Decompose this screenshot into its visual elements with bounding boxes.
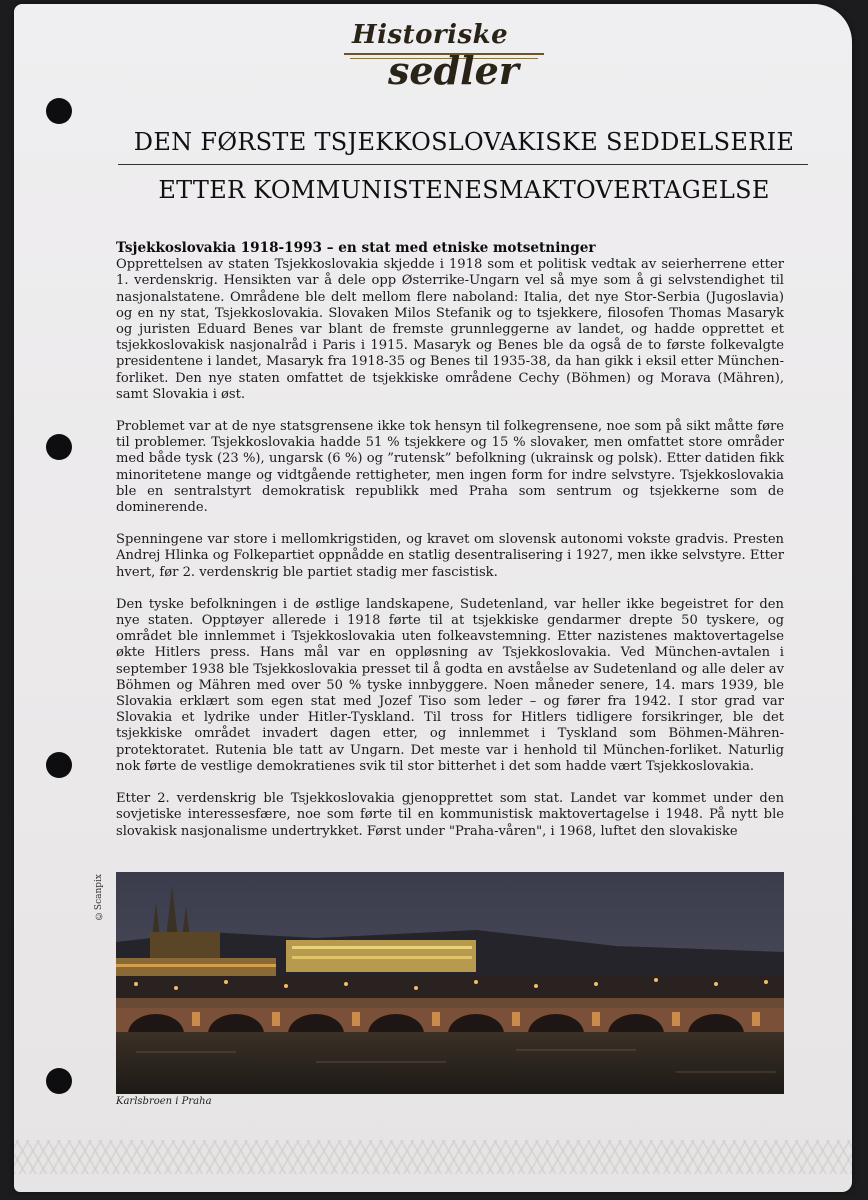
photo-credit: ©Scanpix [94, 874, 104, 921]
photo-caption: Karlsbroen i Praha [116, 1096, 212, 1107]
binder-hole [46, 98, 72, 124]
article-paragraph: Problemet var at de nye statsgrensene ikke tok hensyn til folkegrensene, noe som på sikt måtte føre til problemer. Tsjekkoslovakia hadde 51 % tsjekkere og 15 % slovaker, men omfattet store områder med både tysk (23 %), ungarsk (6 %) og ”rutensk” befolkning (ukrainsk og polsk). Etter datiden fikk minoritetene mange og vidtgående rettigheter, men ingen form for indre selvstyre. Tsjekkoslovakia ble en sentralstyrt demokratisk republikk med Praha som sentrum og tsjekkerne som de dominerende. [116, 419, 784, 516]
decorative-border [14, 1140, 852, 1174]
logo-line1: Historiske [352, 20, 509, 50]
karlsbroen-photo [116, 872, 784, 1094]
article-paragraph: Etter 2. verdenskrig ble Tsjekkoslovakia gjenopprettet som stat. Landet var kommet under den sovjetiske interessesfære, noe som førte til en kommunistisk maktovertagelse i 1948. På nytt ble slovakisk nasjonalisme undertrykket. Først under "Praha-våren", i 1968, luftet den slovakiske [116, 791, 784, 839]
document-page [14, 4, 852, 1192]
article-paragraph: Spenningene var store i mellomkrigstiden, og kravet om slovensk autonomi vokste gradvis. Presten Andrej Hlinka og Folkepartiet oppnådde en statlig desentralisering i 1927, men ikke selvstyre. Etter hvert, før 2. verdenskrig ble partiet stadig mer fascistisk. [116, 532, 784, 580]
binder-hole [46, 752, 72, 778]
article-paragraph: Den tyske befolkningen i de østlige landskapene, Sudetenland, var heller ikke begeistret for den nye staten. Opptøyer allerede i 1918 førte til at tsjekkiske gendarmer drepte 50 tyskere, og området ble innlemmet i Tsjekkoslovakia uten folkeavstemning. Etter nazistenes maktovertagelse økte Hitlers press. Hans mål var en oppløsning av Tsjekkoslovakia. Ved München-avtalen i september 1938 ble Tsjekkoslovakia presset til å godta en avståelse av Sudetenland og alle deler av Böhmen og Mähren med over 50 % tyske innbyggere. Noen måneder senere, 14. mars 1939, ble Slovakia erklært som egen stat med Jozef Tiso som leder – og fører fra 1942. I stor grad var Slovakia et lydrike under Hitler-Tyskland. Til tross for Hitlers tidligere forsikringer, ble det tsjekkiske området invadert dagen etter, og innlemmet i Tyskland som Böhmen-Mähren-protektoratet. Rutenia ble tatt av Ungarn. Det meste var i henhold til München-forliket. Naturlig nok førte de vestlige demokratienes svik til stor bitterhet i det som hadde vært Tsjekkoslovakia. [116, 596, 784, 774]
binder-hole [46, 1068, 72, 1094]
article-paragraph: Opprettelsen av staten Tsjekkoslovakia skjedde i 1918 som et politisk vedtak av seierherrene etter 1. verdenskrig. Hensikten var å dele opp Østerrike-Ungarn vel så mye som å gi selvstendighet til nasjonalstatene. Områdene ble delt mellom flere naboland: Italia, det nye Stor-Serbia (Jugoslavia) og en ny stat, Tsjekkoslovakia. Slovaken Milos Stefanik og to tsjekkere, filosofen Thomas Masaryk og juristen Eduard Benes var blant de fremste grunnleggerne av landet, og hadde opprettet et tsjekkoslovakisk nasjonalråd i Paris i 1915. Masaryk og Benes ble da også de to første folkevalgte presidentene i landet, Masaryk fra 1918-35 og Benes til 1935-38, da han gikk i eksil etter München-forliket. Den nye staten omfattet de tsjekkiske områdene Cechy (Böhmen) og Morava (Mähren), samt Slovakia i øst. [116, 257, 784, 402]
page-title-line2: ETTER KOMMUNISTENESMAKTOVERTAGELSE [158, 176, 770, 204]
historiske-sedler-logo [344, 20, 554, 92]
article-heading: Tsjekkoslovakia 1918-1993 – en stat med etniske motsetninger [116, 240, 596, 256]
prague-night-image [116, 872, 784, 1094]
logo-line2: sedler [388, 48, 519, 93]
binder-hole [46, 434, 72, 460]
page-title-line1: DEN FØRSTE TSJEKKOSLOVAKISKE SEDDELSERIE [133, 128, 795, 156]
title-divider [118, 164, 808, 165]
article-body [116, 240, 784, 856]
